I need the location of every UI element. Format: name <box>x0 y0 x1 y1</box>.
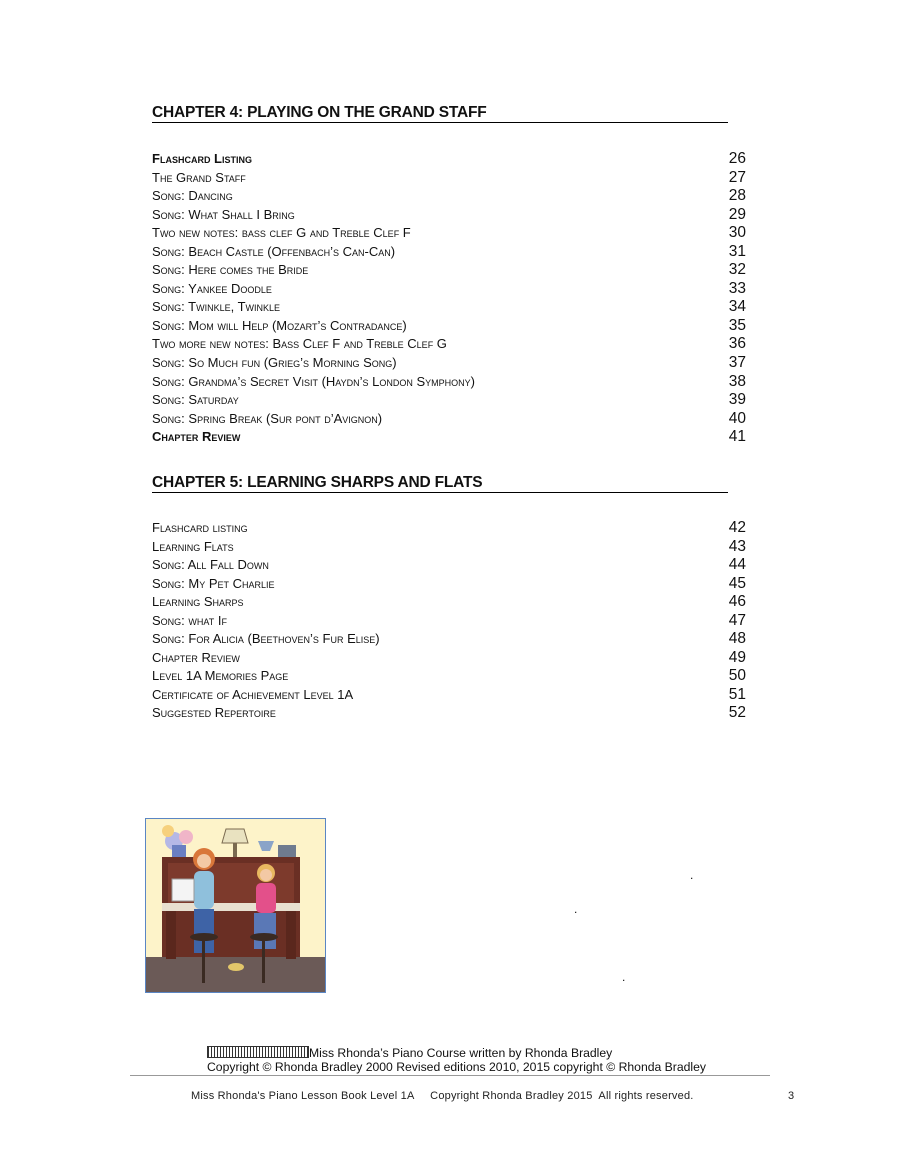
chapter-4-toc <box>152 150 746 447</box>
toc-entry-title: Two new notes: bass clef G and Treble Clef F <box>152 225 411 241</box>
toc-entry-page: 49 <box>728 648 746 666</box>
toc-entry <box>152 224 746 243</box>
toc-entry-title: Song: Dancing <box>152 188 233 204</box>
chapter-4-heading <box>152 104 728 123</box>
toc-entry-title: Song: Spring Break (Sur pont d’Avignon) <box>152 410 383 426</box>
toc-entry <box>152 538 746 557</box>
toc-entry-page: 38 <box>728 372 746 390</box>
chapter-5-toc <box>152 519 746 723</box>
toc-entry <box>152 150 746 169</box>
toc-entry-page: 51 <box>728 685 746 703</box>
toc-entry <box>152 667 746 686</box>
toc-entry-title: Song: Mom will Help (Mozart’s Contradance) <box>152 317 407 333</box>
toc-entry-title: Level 1A Memories Page <box>152 668 289 684</box>
toc-entry-page: 42 <box>728 519 746 536</box>
credit-text-1: Miss Rhonda’s Piano Course written by Rhonda Bradley <box>309 1046 613 1060</box>
toc-entry-title: Chapter Review <box>152 649 240 665</box>
toc-entry <box>152 630 746 649</box>
toc-entry-title: Certificate of Achievement Level 1A <box>152 686 354 702</box>
page-number: 3 <box>788 1090 795 1102</box>
toc-entry <box>152 261 746 280</box>
toc-entry-page: 45 <box>728 574 746 592</box>
toc-entry-title: Song: Grandma’s Secret Visit (Haydn’s London Symphony) <box>152 373 475 389</box>
toc-entry-title: Learning Sharps <box>152 594 244 610</box>
toc-entry-title: Two more new notes: Bass Clef F and Treble Clef G <box>152 336 447 352</box>
toc-entry <box>152 280 746 299</box>
toc-entry <box>152 354 746 373</box>
toc-entry-page: 39 <box>728 391 746 409</box>
toc-entry-page: 43 <box>728 537 746 555</box>
chapter-5-heading <box>152 474 728 493</box>
toc-entry-title: Song: what If <box>152 612 227 628</box>
toc-entry <box>152 428 746 447</box>
toc-entry-page: 48 <box>728 630 746 648</box>
stray-dot: . <box>574 902 578 916</box>
toc-entry-page: 37 <box>728 354 746 372</box>
toc-entry <box>152 169 746 188</box>
toc-entry <box>152 206 746 225</box>
toc-entry <box>152 410 746 429</box>
toc-entry-page: 40 <box>728 409 746 427</box>
toc-entry-page: 28 <box>728 187 746 205</box>
chapter-5-title: CHAPTER 5: LEARNING SHARPS AND FLATS <box>152 474 728 493</box>
toc-entry-page: 36 <box>728 335 746 353</box>
toc-entry-page: 33 <box>728 279 746 297</box>
toc-entry-page: 46 <box>728 593 746 611</box>
stray-dot: . <box>690 868 694 882</box>
toc-entry-page: 29 <box>728 205 746 223</box>
chapter-4-title: CHAPTER 4: PLAYING ON THE GRAND STAFF <box>152 104 728 123</box>
toc-entry-page: 30 <box>728 224 746 242</box>
toc-entry-page: 41 <box>728 428 746 446</box>
toc-entry-page: 35 <box>728 316 746 334</box>
toc-entry-title: Song: My Pet Charlie <box>152 575 275 591</box>
toc-entry <box>152 317 746 336</box>
toc-entry <box>152 335 746 354</box>
toc-entry-title: Learning Flats <box>152 538 234 554</box>
toc-entry-title: Song: For Alicia (Beethoven’s Fur Elise) <box>152 631 380 647</box>
toc-entry-title: Song: Yankee Doodle <box>152 280 272 296</box>
credit-line-1 <box>207 1046 612 1060</box>
toc-entry <box>152 649 746 668</box>
toc-entry <box>152 519 746 538</box>
toc-entry-title: Song: All Fall Down <box>152 557 269 573</box>
toc-entry-page: 44 <box>728 556 746 574</box>
toc-entry <box>152 704 746 723</box>
toc-entry-page: 50 <box>728 667 746 685</box>
toc-entry <box>152 243 746 262</box>
toc-entry <box>152 686 746 705</box>
toc-entry-title: The Grand Staff <box>152 169 246 185</box>
toc-entry-title: Suggested Repertoire <box>152 705 276 721</box>
toc-entry-title: Chapter Review <box>152 429 241 445</box>
toc-entry-title: Song: Twinkle, Twinkle <box>152 299 281 315</box>
barcode-graphic <box>207 1046 309 1058</box>
toc-entry-title: Flashcard listing <box>152 520 248 535</box>
toc-entry-page: 27 <box>728 168 746 186</box>
toc-entry-title: Song: Beach Castle (Offenbach’s Can-Can) <box>152 243 396 259</box>
toc-entry <box>152 187 746 206</box>
toc-entry-title: Song: So Much fun (Grieg’s Morning Song) <box>152 355 397 371</box>
toc-entry-page: 34 <box>728 298 746 316</box>
toc-entry <box>152 593 746 612</box>
toc-entry-title: Song: Here comes the Bride <box>152 262 309 278</box>
toc-entry <box>152 575 746 594</box>
footer-divider <box>130 1075 770 1076</box>
toc-entry <box>152 373 746 392</box>
toc-entry-page: 31 <box>728 242 746 260</box>
credit-line-2: Copyright © Rhonda Bradley 2000 Revised editions 2010, 2015 copyright © Rhonda Bradley <box>207 1060 706 1074</box>
toc-entry-page: 26 <box>728 150 746 167</box>
toc-entry <box>152 298 746 317</box>
toc-entry-title: Song: What Shall I Bring <box>152 206 295 222</box>
piano-illustration <box>145 818 326 993</box>
toc-entry-page: 52 <box>728 704 746 722</box>
toc-entry-page: 32 <box>728 261 746 279</box>
footer-text: Miss Rhonda's Piano Lesson Book Level 1A Copyright Rhonda Bradley 2015 All rights reserved. <box>191 1090 694 1102</box>
toc-entry <box>152 556 746 575</box>
toc-entry <box>152 391 746 410</box>
toc-entry <box>152 612 746 631</box>
toc-entry-title: Flashcard Listing <box>152 151 252 166</box>
stray-dot: . <box>622 970 626 984</box>
toc-entry-title: Song: Saturday <box>152 392 239 408</box>
toc-entry-page: 47 <box>728 611 746 629</box>
